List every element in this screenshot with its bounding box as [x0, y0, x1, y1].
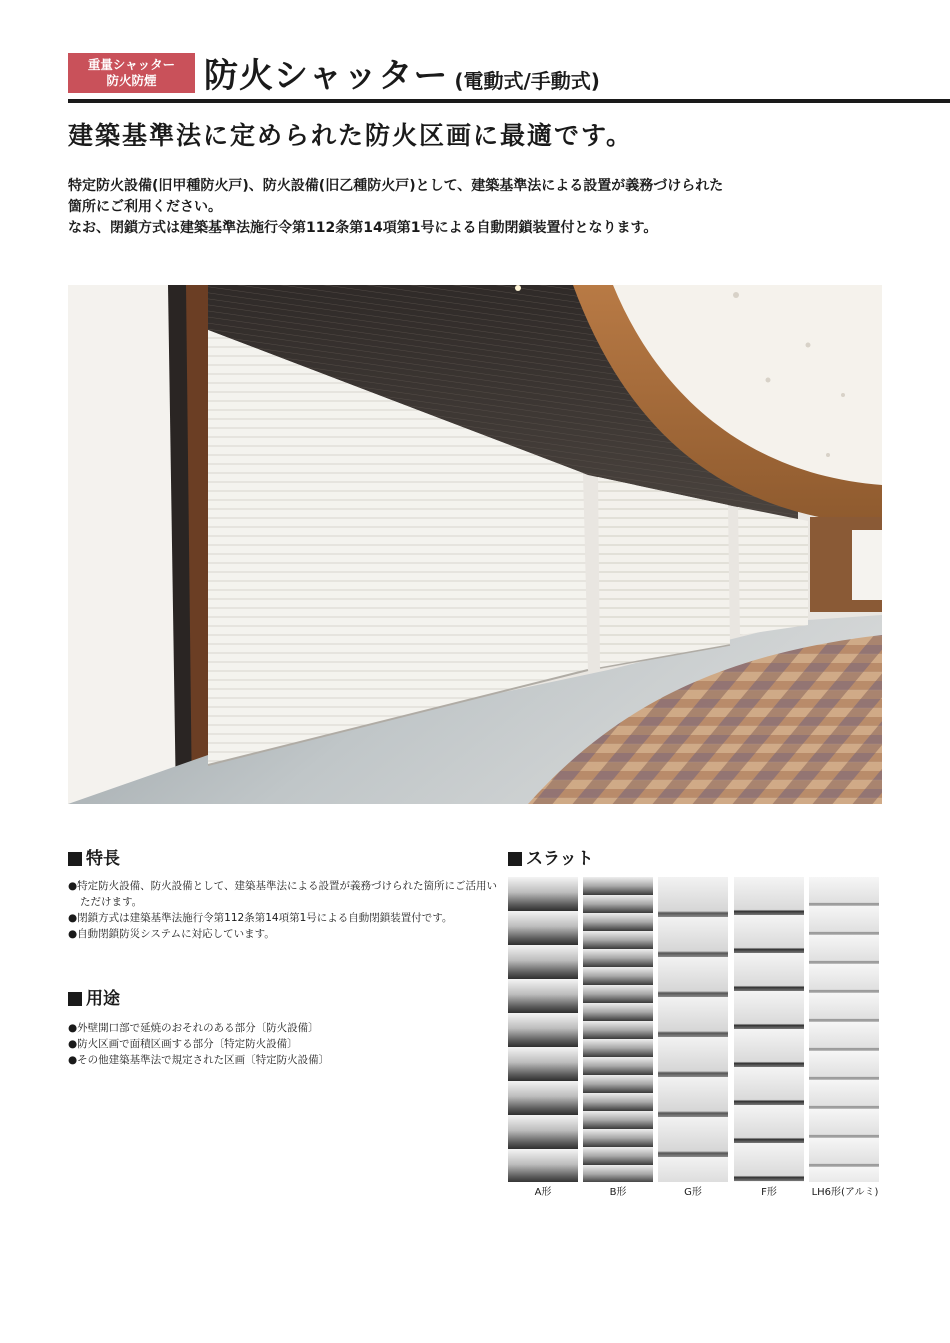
- slat-heading-text: スラット: [526, 849, 594, 869]
- square-bullet-icon: [68, 852, 82, 866]
- slat-label-g: G形: [684, 1187, 702, 1198]
- slat-label-a: A形: [534, 1187, 552, 1198]
- features-list: [68, 878, 498, 942]
- badge-line-1: 重量シャッター: [87, 57, 176, 72]
- slat-a-illustration: [508, 877, 578, 1182]
- uses-heading: [68, 988, 120, 1010]
- features-heading-text: 特長: [86, 849, 120, 869]
- slat-lh6-illustration: [809, 877, 879, 1182]
- page-title: [204, 50, 600, 96]
- intro-line-2: 箇所にご利用ください。: [68, 199, 222, 215]
- list-item: ●防火区画で面積区画する部分〔特定防火設備〕: [68, 1038, 298, 1050]
- badge-line-2: 防火防煙: [106, 73, 157, 88]
- intro-line-3: なお、閉鎖方式は建築基準法施行令第112条第14項第1号による自動閉鎖装置付となります。: [68, 220, 658, 236]
- shutter-photo-illustration: [68, 285, 882, 804]
- uses-list: [68, 1020, 498, 1068]
- features-heading: [68, 848, 120, 870]
- title-rule: [68, 99, 950, 103]
- slat-f-illustration: [734, 877, 804, 1182]
- list-item: ●その他建築基準法で規定された区画〔特定防火設備〕: [68, 1054, 330, 1066]
- slat-g-illustration: [658, 877, 728, 1182]
- slat-heading: [508, 848, 594, 870]
- intro-text: [68, 176, 898, 239]
- slat-image-lh6: [809, 877, 879, 1182]
- slat-label-lh6: LH6形(アルミ): [811, 1187, 879, 1198]
- slat-b-illustration: [583, 877, 653, 1182]
- slat-label-b: B形: [609, 1187, 627, 1198]
- shutter-photo: [68, 285, 882, 804]
- title-subtitle: (電動式/手動式): [454, 69, 600, 93]
- slat-image-b: [583, 877, 653, 1182]
- list-item: ●自動閉鎖防災システムに対応しています。: [68, 928, 275, 940]
- category-badge: [68, 53, 195, 93]
- slat-image-a: [508, 877, 578, 1182]
- slat-label-f: F形: [761, 1187, 777, 1198]
- list-item: ●外壁開口部で延焼のおそれのある部分〔防火設備〕: [68, 1022, 319, 1034]
- intro-line-1: 特定防火設備(旧甲種防火戸)、防火設備(旧乙種防火戸)として、建築基準法による設置が義務づけられた: [68, 178, 724, 194]
- slat-image-g: [658, 877, 728, 1182]
- list-item: ●特定防火設備、防火設備として、建築基準法による設置が義務づけられた箇所にご活用いただけます。: [68, 880, 497, 908]
- square-bullet-icon: [508, 852, 522, 866]
- square-bullet-icon: [68, 992, 82, 1006]
- uses-heading-text: 用途: [86, 989, 120, 1009]
- title-main: 防火シャッター: [204, 56, 449, 96]
- headline: 建築基準法に定められた防火区画に最適です。: [68, 121, 634, 150]
- slat-image-f: [734, 877, 804, 1182]
- list-item: ●閉鎖方式は建築基準法施行令第112条第14項第1号による自動閉鎖装置付です。: [68, 912, 453, 924]
